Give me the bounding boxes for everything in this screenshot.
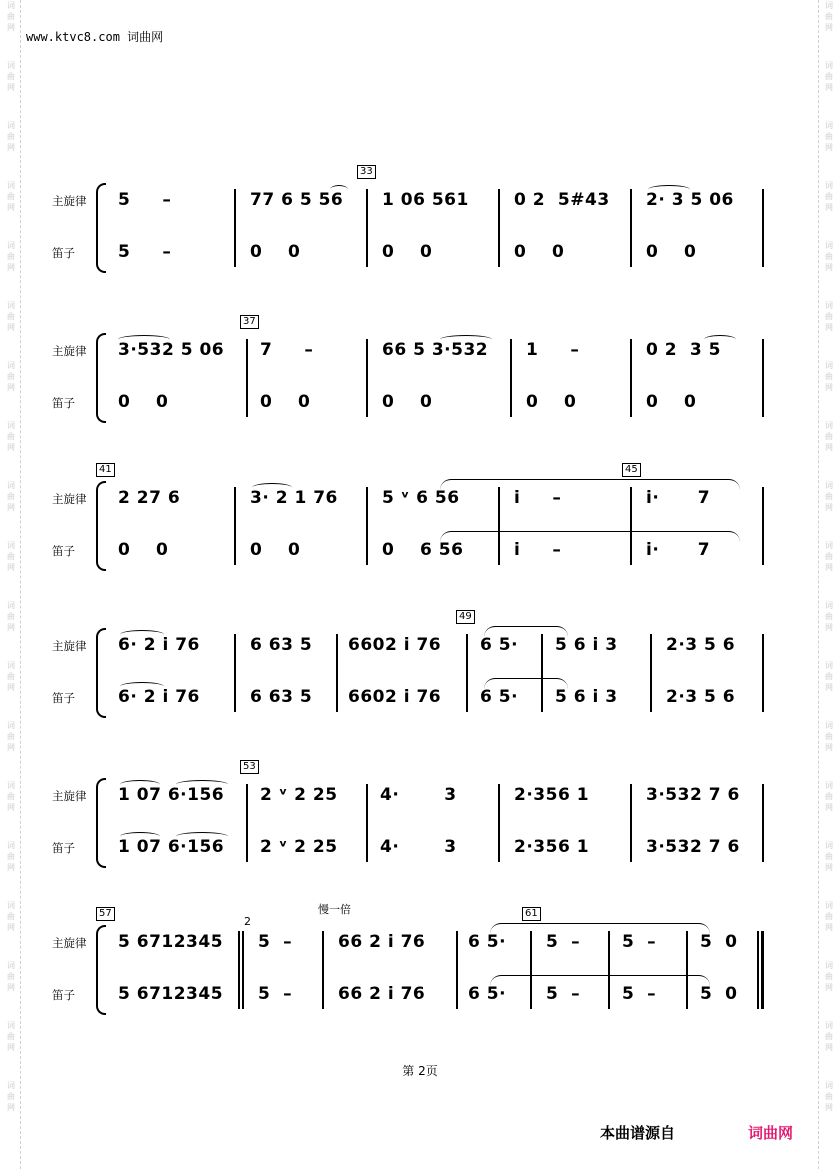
watermark-text: 词 曲 网 [825,961,833,992]
slur [648,185,690,194]
melody-measure: 1 – [526,340,580,360]
watermark-text: 词 曲 网 [7,781,15,812]
barline [234,487,236,565]
barline [630,784,632,862]
flute-measure: 2·3 5 6 [666,687,736,707]
tie [484,678,568,689]
barline [608,931,610,1009]
volta-number: 2 [244,915,251,928]
barline [234,189,236,267]
watermark-text: 词 曲 网 [7,121,15,152]
watermark-text: 词 曲 网 [7,181,15,212]
melody-measure: 5 – [118,190,172,210]
flute-measure: 0 6 56 [382,540,464,560]
part-label-flute: 笛子 [52,988,75,1002]
barline [762,634,764,712]
barline [630,487,632,565]
flute-measure: 3·532 7 6 [646,837,740,857]
barline [336,634,338,712]
melody-measure: 2 ᵛ 2 25 [260,785,338,805]
melody-measure: 3· 2 1 76 [250,488,338,508]
slur [118,335,170,344]
flute-measure: 0 0 [250,540,301,560]
measure-number: 53 [240,760,259,774]
slur [252,483,292,492]
melody-measure: 6 63 5 [250,635,313,655]
slur [120,832,160,841]
melody-measure: 5 – [546,932,581,952]
measure-number: 41 [96,463,115,477]
flute-measure: 0 0 [260,392,311,412]
flute-measure: 0 0 [118,392,169,412]
measure-number: 57 [96,907,115,921]
barline [630,189,632,267]
melody-measure: 6602 i 76 [348,635,442,655]
watermark-text: 词 曲 网 [7,1,15,32]
part-label-melody: 主旋律 [52,789,87,803]
flute-measure: 0 0 [382,242,433,262]
watermark-text: 词 曲 网 [825,421,833,452]
watermark-text: 词 曲 网 [825,301,833,332]
watermark-text: 词 曲 网 [825,901,833,932]
melody-measure: 5 6712345 [118,932,224,952]
part-label-flute: 笛子 [52,544,75,558]
flute-measure: 0 0 [118,540,169,560]
measure-number: 37 [240,315,259,329]
watermark-text: 词 曲 网 [7,481,15,512]
barline [530,931,532,1009]
source-label: 本曲谱源自 [600,1124,676,1142]
repeat-barline [242,931,244,1009]
system-brace [96,925,106,1015]
watermark-text: 词 曲 网 [825,61,833,92]
melody-measure: 2·356 1 [514,785,590,805]
system-5 [0,761,840,870]
flute-measure: 5 0 [700,984,738,1004]
part-label-melody: 主旋律 [52,639,87,653]
watermark-text: 词 曲 网 [7,661,15,692]
melody-measure: 5 – [622,932,657,952]
flute-measure: 5 – [258,984,293,1004]
system-brace [96,481,106,571]
melody-measure: 7 – [260,340,314,360]
melody-measure: 66 2 i 76 [338,932,426,952]
system-brace [96,778,106,868]
part-label-flute: 笛子 [52,691,75,705]
barline [498,784,500,862]
barline [366,487,368,565]
barline [762,189,764,267]
flute-measure: 0 0 [250,242,301,262]
watermark-text: 词 曲 网 [7,601,15,632]
slur [120,682,164,691]
melody-measure: 3·532 7 6 [646,785,740,805]
tie [440,479,740,490]
part-label-melody: 主旋律 [52,344,87,358]
watermark-text: 词 曲 网 [825,841,833,872]
slur [330,185,348,194]
measure-number: 45 [622,463,641,477]
system-brace [96,333,106,423]
repeat-barline [238,931,240,1009]
flute-measure: 6· 2 i 76 [118,687,200,707]
flute-measure: 0 0 [646,242,697,262]
barline [366,339,368,417]
melody-measure: 5 6 i 3 [555,635,618,655]
melody-measure: 0 2 5#43 [514,190,610,210]
watermark-text: 词 曲 网 [7,241,15,272]
watermark-text: 词 曲 网 [7,361,15,392]
slur [440,335,492,344]
slur [176,832,228,841]
barline [650,634,652,712]
melody-measure: 6 5· [468,932,507,952]
flute-measure: 0 0 [382,392,433,412]
watermark-text: 词 曲 网 [7,541,15,572]
barline [466,634,468,712]
flute-measure: 4· 3 [380,837,457,857]
flute-measure: 6 5· [468,984,507,1004]
melody-measure: 66 5 3·532 [382,340,489,360]
melody-measure: 5 – [258,932,293,952]
flute-measure: 2·356 1 [514,837,590,857]
melody-measure: 6· 2 i 76 [118,635,200,655]
watermark-text: 词 曲 网 [7,301,15,332]
melody-measure: 2·3 5 6 [666,635,736,655]
barline [510,339,512,417]
watermark-text: 词 曲 网 [7,721,15,752]
flute-measure: 0 0 [514,242,565,262]
watermark-text: 词 曲 网 [825,241,833,272]
site-url[interactable]: www.ktvc8.com 词曲网 [26,30,164,44]
watermark-text: 词 曲 网 [7,901,15,932]
barline [498,189,500,267]
slur [120,780,160,789]
barline [686,931,688,1009]
flute-measure: 5 – [622,984,657,1004]
barline [246,784,248,862]
melody-measure: 2 27 6 [118,488,181,508]
melody-measure: 6 5· [480,635,519,655]
flute-measure: 5 6 i 3 [555,687,618,707]
flute-measure: 5 – [118,242,172,262]
melody-measure: 77 6 5 56 [250,190,344,210]
melody-measure: i – [514,488,562,508]
melody-measure: 1 06 561 [382,190,469,210]
system-3 [0,464,840,573]
part-label-melody: 主旋律 [52,492,87,506]
flute-measure: 2 ᵛ 2 25 [260,837,338,857]
melody-measure: 1 07 6·156 [118,785,225,805]
flute-measure: i· 7 [646,540,711,560]
watermark-text: 词 曲 网 [7,1021,15,1052]
flute-measure: 66 2 i 76 [338,984,426,1004]
measure-number: 49 [456,610,475,624]
watermark-text: 词 曲 网 [7,1081,15,1112]
barline [456,931,458,1009]
watermark-text: 词 曲 网 [825,1,833,32]
watermark-text: 词 曲 网 [7,61,15,92]
melody-measure: 0 2 3 5 [646,340,721,360]
barline [366,189,368,267]
watermark-text: 词 曲 网 [825,481,833,512]
melody-measure: 5 0 [700,932,738,952]
melody-measure: 2· 3 5 06 [646,190,734,210]
melody-measure: 3·532 5 06 [118,340,225,360]
barline [366,784,368,862]
barline [322,931,324,1009]
watermark-text: 词 曲 网 [825,781,833,812]
watermark-text: 词 曲 网 [825,541,833,572]
tie [484,626,568,637]
part-label-flute: 笛子 [52,246,75,260]
watermark-text: 词 曲 网 [825,121,833,152]
barline [234,634,236,712]
part-label-flute: 笛子 [52,396,75,410]
barline [630,339,632,417]
system-brace [96,628,106,718]
flute-measure: 6 63 5 [250,687,313,707]
watermark-text: 词 曲 网 [7,421,15,452]
slur [120,630,164,639]
watermark-text: 词 曲 网 [825,361,833,392]
part-label-melody: 主旋律 [52,194,87,208]
flute-measure: 5 6712345 [118,984,224,1004]
barline [762,339,764,417]
watermark-text: 词 曲 网 [7,961,15,992]
flute-measure: i – [514,540,562,560]
flute-measure: 1 07 6·156 [118,837,225,857]
tie [490,975,710,986]
part-label-flute: 笛子 [52,841,75,855]
melody-measure: i· 7 [646,488,711,508]
brand-link[interactable]: 词曲网 [748,1124,794,1142]
watermark-text: 词 曲 网 [825,181,833,212]
barline [246,339,248,417]
watermark-text: 词 曲 网 [825,1021,833,1052]
tempo-marking: 慢一倍 [318,903,351,916]
system-1 [0,166,840,275]
watermark-text: 词 曲 网 [825,721,833,752]
flute-measure: 0 0 [526,392,577,412]
page-number: 第 2页 [402,1064,438,1078]
melody-measure: 4· 3 [380,785,457,805]
slur [704,335,736,344]
flute-measure: 0 0 [646,392,697,412]
watermark-text: 词 曲 网 [7,841,15,872]
final-barline-thin [757,931,759,1009]
final-barline-thick [761,931,764,1009]
flute-measure: 6602 i 76 [348,687,442,707]
barline [762,487,764,565]
flute-measure: 5 – [546,984,581,1004]
system-brace [96,183,106,273]
barline [762,784,764,862]
flute-measure: 6 5· [480,687,519,707]
tie [490,923,710,934]
measure-number: 33 [357,165,376,179]
melody-measure: 5 ᵛ 6 56 [382,488,460,508]
watermark-text: 词 曲 网 [825,661,833,692]
tie [440,531,740,542]
watermark-text: 词 曲 网 [825,1081,833,1112]
barline [498,487,500,565]
slur [176,780,228,789]
watermark-text: 词 曲 网 [825,601,833,632]
barline [541,634,543,712]
part-label-melody: 主旋律 [52,936,87,950]
measure-number: 61 [522,907,541,921]
